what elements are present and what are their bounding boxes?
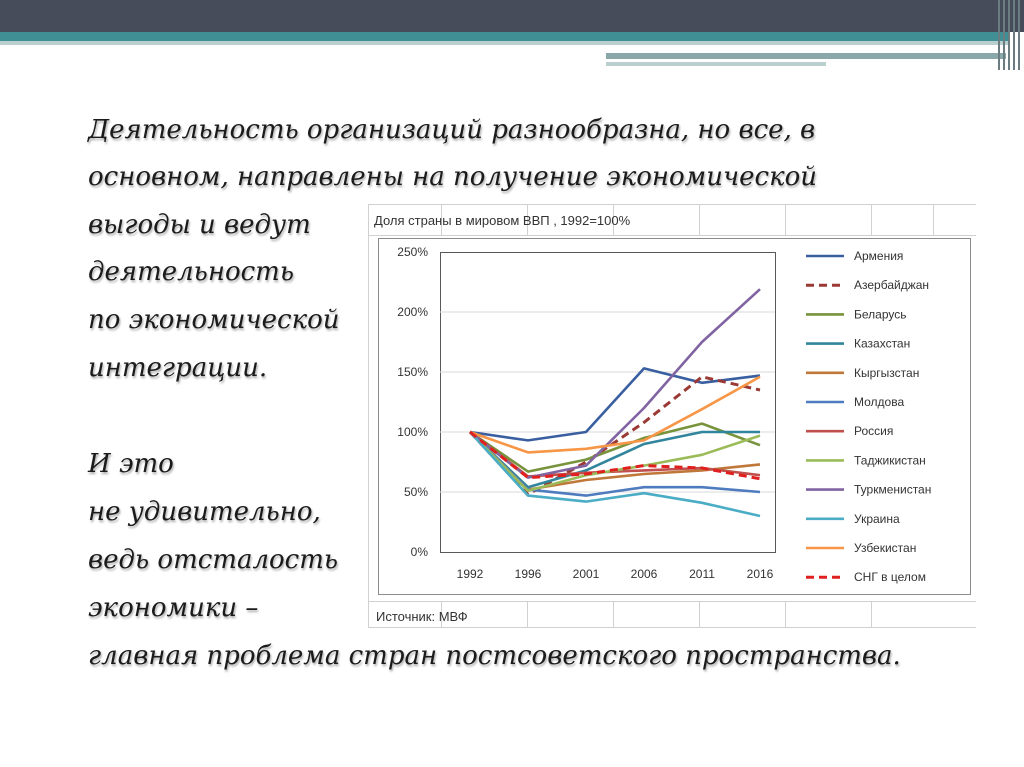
legend-label: Туркменистан [854,482,932,497]
x-tick-label: 2016 [746,567,774,581]
y-tick-label: 250% [397,245,428,259]
decorative-lines [996,0,1024,70]
legend-label: Украина [854,511,900,526]
legend-label: Армения [854,249,904,263]
decorative-stripe [606,62,826,66]
x-tick-label: 2001 [572,567,600,581]
y-tick-label: 150% [397,365,428,379]
slide-text-line-1: Деятельность организаций разнообразна, но все, в [88,115,816,145]
legend-label: Кыргызстан [854,365,920,380]
legend-label: СНГ в целом [854,570,926,585]
slide-text-line-6: интеграции. [88,353,268,383]
legend-label: Азербайджан [854,278,930,293]
slide-text-line-8: не удивительно, [88,497,321,527]
legend-label: Молдова [854,395,905,409]
slide-text-line-2: основном, направлены на получение экономической [88,162,818,192]
chart-title: Доля страны в мировом ВВП , 1992=100% [374,213,631,228]
x-tick-label: 2011 [689,567,715,581]
y-tick-label: 50% [403,485,428,499]
decorative-stripe [0,41,1010,45]
legend-label: Казахстан [854,336,911,351]
legend-label: Россия [854,424,894,439]
legend-label: Таджикистан [854,453,926,468]
x-tick-label: 2006 [630,567,658,581]
slide-text-line-11: главная проблема стран постсоветского пространства. [88,641,901,671]
slide-text-line-7: И это [88,449,174,479]
decorative-stripe [606,53,1006,59]
line-chart [368,204,976,628]
slide-text-line-4: деятельность [88,257,294,287]
top-banner [0,0,1024,32]
legend-label: Беларусь [854,307,907,322]
y-tick-label: 0% [410,545,428,559]
legend-label: Узбекистан [854,541,917,555]
slide-text-line-10: экономики – [88,593,259,623]
slide-text-line-3: выгоды и ведут [88,210,311,240]
y-tick-label: 200% [397,305,428,319]
decorative-stripe [0,32,1010,41]
chart-source: Источник: МВФ [376,609,468,624]
y-tick-label: 100% [397,425,428,439]
slide-text-line-5: по экономической [88,305,340,335]
x-tick-label: 1992 [456,567,484,581]
slide-text-line-9: ведь отсталость [88,545,339,575]
x-tick-label: 1996 [514,567,542,581]
